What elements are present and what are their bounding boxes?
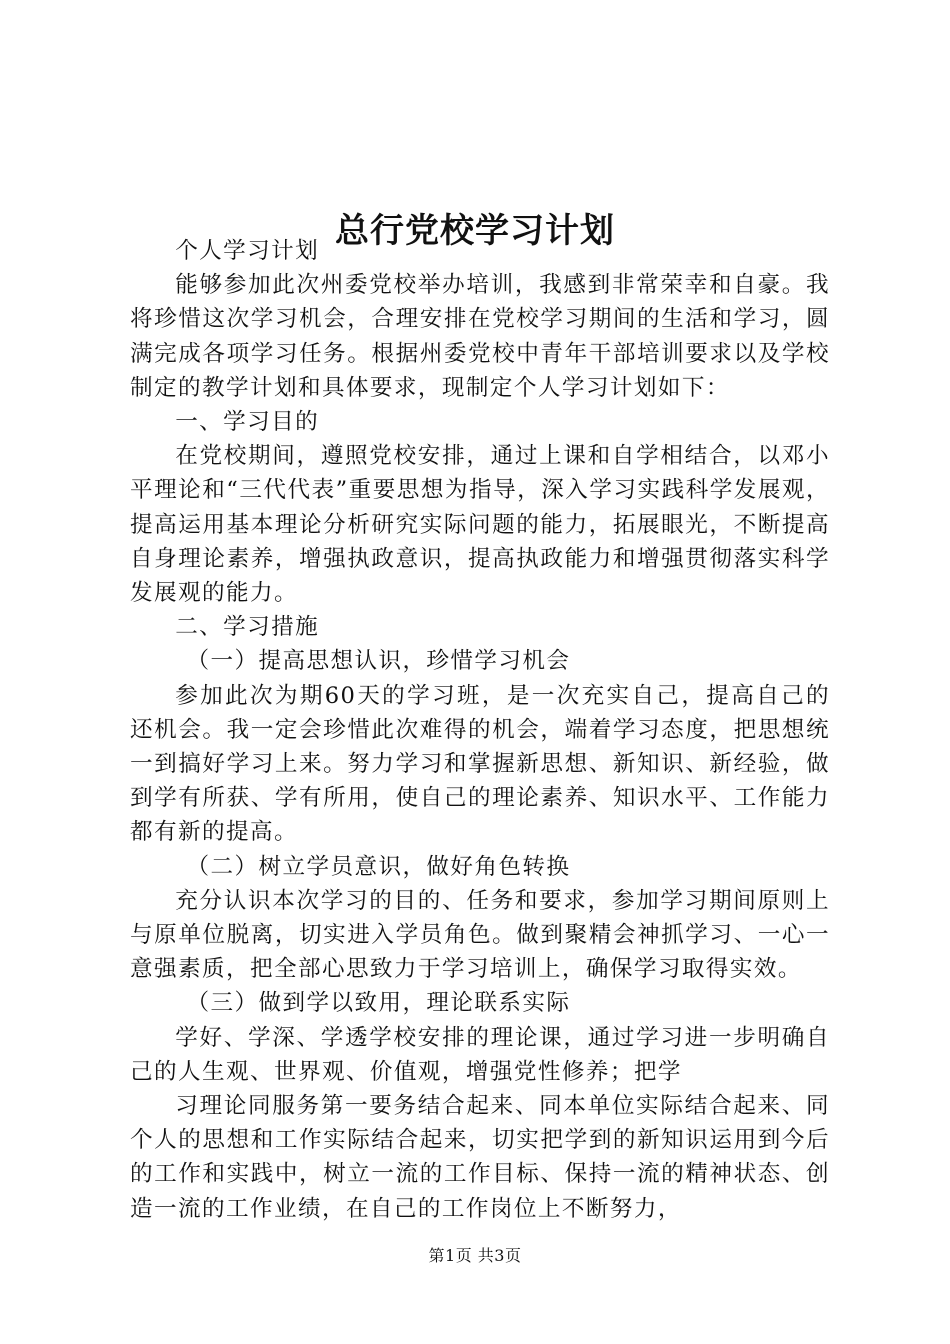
paragraph-purpose: 在党校期间，遵照党校安排，通过上课和自学相结合，以邓小平理论和“三代代表”重要思想为指导，深入学习实践科学发展观，提高运用基本理论分析研究实际问题的能力，拓展眼光，不断提高自身理论素养，增强执政意识，提高执政能力和增强贯彻落实科学发展观的能力。 xyxy=(130,443,830,607)
paragraph-measure-3b: 习理论同服务第一要务结合起来、同本单位实际结合起来、同个人的思想和工作实际结合起来，切实把学到的新知识运用到今后的工作和实践中，树立一流的工作目标、保持一流的精神状态、创造一流的工作业绩，在自己的工作岗位上不断努力， xyxy=(130,1093,830,1222)
page-number-footer: 第1页 共3页 xyxy=(428,1246,522,1265)
section-heading-purpose: 一、学习目的 xyxy=(175,409,320,436)
document-body xyxy=(130,234,830,1226)
paragraph-measure-3a: 学好、学深、学透学校安排的理论课，通过学习进一步明确自己的人生观、世界观、价值观，增强党性修养；把学 xyxy=(130,1024,830,1085)
subheading-measure-1: （一）提高思想认识，珍惜学习机会 xyxy=(186,648,571,675)
page-title: 总行党校学习计划 xyxy=(335,210,615,251)
subheading-measure-3: （三）做到学以致用，理论联系实际 xyxy=(186,990,571,1017)
paragraph-heading-personal-plan: 个人学习计划 xyxy=(175,238,320,264)
paragraph-measure-1: 参加此次为期60天的学习班，是一次充实自己，提高自己的还机会。我一定会珍惜此次难得的机会，端着学习态度，把思想统一到搞好学习上来。努力学习和掌握新思想、新知识、新经验，做到学有所获、学有所用，使自己的理论素养、知识水平、工作能力都有新的提高。 xyxy=(130,682,830,846)
paragraph-measure-2: 充分认识本次学习的目的、任务和要求，参加学习期间原则上与原单位脱离，切实进入学员角色。做到聚精会神抓学习、一心一意强素质，把全部心思致力于学习培训上，确保学习取得实效。 xyxy=(130,887,830,983)
subheading-measure-2: （二）树立学员意识，做好角色转换 xyxy=(186,853,571,880)
section-heading-measures: 二、学习措施 xyxy=(175,614,320,641)
paragraph-intro: 能够参加此次州委党校举办培训，我感到非常荣幸和自豪。我将珍惜这次学习机会，合理安排在党校学习期间的生活和学习，圆满完成各项学习任务。根据州委党校中青年干部培训要求以及学校制定的教学计划和具体要求，现制定个人学习计划如下： xyxy=(130,272,830,401)
